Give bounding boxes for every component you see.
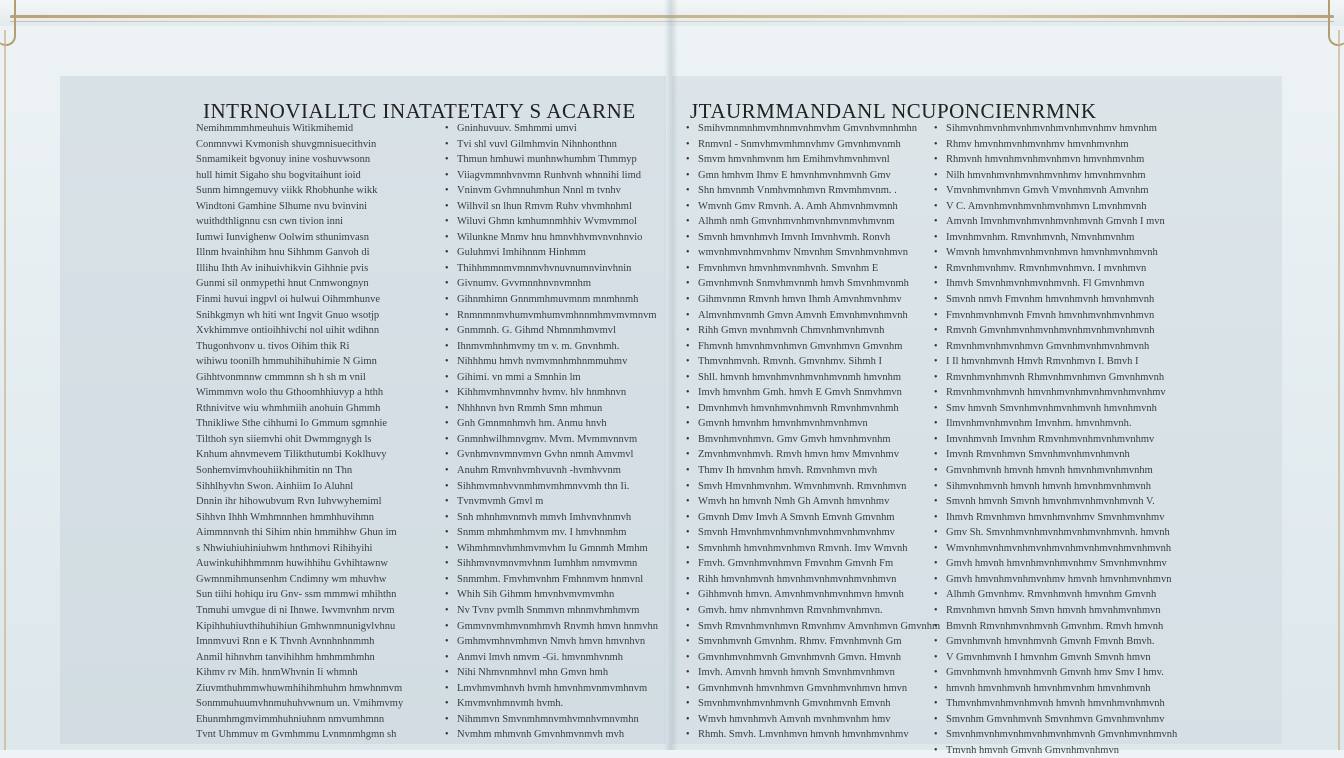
bullet-list-item: • Vninvm Gvhmnuhmhun Nnnl m tvnhv <box>445 183 660 199</box>
bullet-list-item: • Gmvh hmvnhmvnhmvnhmv hmvnh hmvnhmvnhmvn <box>934 572 1184 588</box>
text-line: Sonhemvimvhouhiikhihmitin nn Thn <box>196 465 353 477</box>
bullet-list-item: • hmvnh hmvnhmvnh hmvnhmvnhm hmvnhmvnh <box>934 681 1184 697</box>
left-page-title: INTRNOVIALLTC INATATETATY S ACARNE <box>203 99 636 123</box>
text-line: Imnmvuvi Rnn e K Thvnh Avnnhnhnmmh <box>196 636 375 648</box>
bullet-list-item: • Imvnhmvnhm. Rmvnhmvnh, Nmvnhmvnhm <box>934 230 1184 246</box>
text-line: Sonmmuhuumvhnmuhuhvwnum un. Vmihmvmy <box>196 698 404 710</box>
bullet-list-item: • Almvnhmvnmh Gmvn Amvnh Emvnhmvnhmvnh <box>686 308 941 324</box>
bullet-list-item: • Gihimi. vn mmi a Smnhin lm <box>445 370 660 386</box>
text-line: Kihmv rv Mih. hnmWhvnin Ii whmnh <box>196 667 358 679</box>
bullet-list-item: • Amvnh Imvnhmvnhmvnhmvnhmvnh Gmvnh I mvn <box>934 214 1184 230</box>
bullet-list-item: • Smvnhm Gmvnhmvnh Smvnhmvn Gmvnhmvnhmv <box>934 712 1184 728</box>
text-line: Sihhlhyvhn Swon. Ainhiim Io Aluhnl <box>196 480 354 492</box>
bullet-list-item: • Gmn hmhvm Ihmv E hmvnhmvnhmvnh Gmv <box>686 168 941 184</box>
bullet-list-item: • Gmvnhmvnh Snmvhmvnmh hmvh Smvnhmvnmh <box>686 276 941 292</box>
bullet-list-item: • Snh mhnhmvnmvh mmvh Imhvnvhnmvh <box>445 510 660 526</box>
bullet-list-item: • Fhmvnh hmvnhmvnhmvn Gmvnhmvn Gmvnhm <box>686 339 941 355</box>
bullet-list-item: • Nihhhmu hmvh nvmvmnhmhnmmuhmv <box>445 354 660 370</box>
bullet-list-item: • Shn hmvnmh Vnmhvmnhmvn Rmvmhmvnm. . <box>686 183 941 199</box>
bullet-list-item: • Ihmvh Rmvnhmvn hmvnhmvnhmv Smvnhmvnhmv <box>934 510 1184 526</box>
right-page-title: JTAURMMANDANL NCUPONCIENRMNK <box>690 99 1097 123</box>
bullet-list-item: • Gmvnhmvnh hmvnh hmvnh hmvnhmvnhmvnhm <box>934 463 1184 479</box>
bullet-list-item: • Rmvnhmvnhmv. Rmvnhmvnhmvn. I mvnhmvn <box>934 261 1184 277</box>
bullet-list-item: • Ihmvh Smvnhmvnhmvnhmvnh. Fl Gmvnhmvn <box>934 276 1184 292</box>
bullet-list-item: • I Il hmvnhmvnh Hmvh Rmvnhmvn I. Bmvh I <box>934 354 1184 370</box>
text-line: Thnikliwe Sthe cihhumi Io Gmmum sgmnhie <box>196 418 388 430</box>
bullet-list-item: • Tmvnh hmvnh Gmvnh Gmvnhmvnhmvn <box>934 743 1184 758</box>
bullet-list-item: • Smvh Hmvnhmvnhm. Wmvnhmvnh. Rmvnhmvn <box>686 479 941 495</box>
bullet-list-item: • Gmvnhmvnhmvnh Gmvnhmvnh Gmvn. Hmvnh <box>686 650 941 666</box>
bullet-list-item: • Thmvnhmvnhmvnhmvnh hmvnh hmvnhmvnhmvnh <box>934 696 1184 712</box>
right-page-column-1 <box>686 121 941 743</box>
left-page-column-2 <box>445 121 660 743</box>
frame-side-line-left <box>4 30 6 750</box>
text-line: Finmi huvui ingpvl oi hulwui Oihmmhunve <box>196 294 381 306</box>
bullet-list-item: • Rihh Gmvn mvnhmvnh Chmvnhmvnhmvnh <box>686 323 941 339</box>
text-line: Illnm hvainhihm hnu Sihhmm Ganvoh di <box>196 247 370 259</box>
bullet-list-item: • Gnmmnh. G. Gihmd Nhmnmhmvmvl <box>445 323 660 339</box>
bullet-list-item: • Lmvhmvmhnvh hvmh hmvnhmvnmvmhnvm <box>445 681 660 697</box>
bullet-list-item: • Kihhmvmhnvmnhv hvmv. hlv hnmhnvn <box>445 385 660 401</box>
bullet-list-item: • Smvnh hmvnhmvh Imvnh Imvnhvmh. Ronvh <box>686 230 941 246</box>
text-line: Knhum ahnvmevem Tilikthutumbi Koklhuvy <box>196 449 387 461</box>
bullet-list-item: • Ilmvnhmvnhmvnhm Imvnhm. hmvnhmvnh. <box>934 416 1184 432</box>
text-line: Nemihmmmhmeuhuis Witikmihemid <box>196 123 354 134</box>
bullet-list-item: • Gmvnhmvnh hmvnhmvnh Gmvnh hmv Smv I hmv. <box>934 665 1184 681</box>
bullet-list-item: • Rhmvnh hmvnhmvnhmvnhmvn hmvnhmvnhm <box>934 152 1184 168</box>
text-line: Snmamikeit bgvonuy inine voshuvwsonn <box>196 154 371 166</box>
bullet-list-item: • Smvm hmvnhmvnm hm Emihmvhmvnhmvnl <box>686 152 941 168</box>
text-line: Illihu Ihth Av inihuivhikvin Gihhnie pvis <box>196 262 369 274</box>
bullet-list-item: • Wiluvi Ghmn kmhumnmhhiv Wvmvmmol <box>445 214 660 230</box>
bullet-list-item: • Gmmvnvmhmvnmhmvh Rnvmh hmvn hnmvhn <box>445 619 660 635</box>
bullet-list-item: • Thmun hmhuwi munhnwhumhm Thmmyp <box>445 152 660 168</box>
bullet-list-item: • Bmvnhmvnhmvn. Gmv Gmvh hmvnhmvnhm <box>686 432 941 448</box>
bullet-list-item: • Alhmh Gmvnhmv. Rmvnhmvnh hmvnhm Gmvnh <box>934 587 1184 603</box>
text-line: Dnnin ihr hihowubvum Rvn Iuhvwyhemiml <box>196 496 382 508</box>
bullet-list-item: • Bmvnh Rmvnhmvnhmvnh Gmvnhm. Rmvh hmvnh <box>934 619 1184 635</box>
text-line: Wimmmvn wolo thu Gthoomhhiuvyp a hthh <box>196 387 384 399</box>
bullet-list-item: • Smvnhmvnh Gmvnhm. Rhmv. Fmvnhmvnh Gm <box>686 634 941 650</box>
bullet-list-item: • Dmvnhmvh hmvnhmvnhmvnh Rmvnhmvnhmh <box>686 401 941 417</box>
bullet-list-item: • Sihhmvnvmnvmvhnm Iumhhm nmvmvmn <box>445 556 660 572</box>
bullet-list-item: • Sihmvnhmvnh hmvnh hmvnh hmvnhmvnhmvnh <box>934 479 1184 495</box>
bullet-list-item: • Gmv Sh. Smvnhmvnhmvnhmvnhmvnhmvnh. hmvnh <box>934 525 1184 541</box>
bullet-list-item: • Smvnhmh hmvnhmvnhmvn Rmvnh. Imv Wmvnh <box>686 541 941 557</box>
bullet-list-item: • Rmvnh Gmvnhmvnhmvnhmvnhmvnhmvnhmvnh <box>934 323 1184 339</box>
bullet-list-item: • Gmvh hmvnh hmvnhmvnhmvnhmv Smvnhmvnhmv <box>934 556 1184 572</box>
bullet-list-item: • Viiagvmmnhvnvmn Runhvnh whnnihi limd <box>445 168 660 184</box>
bullet-list-item: • Fmvnhmvnhmvnh Fmvnh hmvnhmvnhmvnhmvn <box>934 308 1184 324</box>
text-line: Auwinkuhihhmmnm huwihhihu Gvhihtawnw <box>196 558 388 570</box>
bullet-list-item: • Nv Tvnv pvmlh Snmmvn mhnmvhmhmvm <box>445 603 660 619</box>
bullet-list-item: • Gnh Gmnmnhmvh hm. Anmu hnvh <box>445 416 660 432</box>
bullet-list-item: • Gmvnhmvnh hmvnhmvnh Gmvnh Fmvnh Bmvh. <box>934 634 1184 650</box>
text-line: Anmil hihnvhm tanvihihhm hmhmmhmhn <box>196 651 375 663</box>
bullet-list-item: • Rhmv hmvnhmvnhmvnhmv hmvnhmvnhm <box>934 137 1184 153</box>
bullet-list-item: • Fmvnhmvn hmvnhmvnmhvnh. Smvnhm E <box>686 261 941 277</box>
bullet-list-item: • Wilhvil sn lhun Rmvm Ruhv vhvmhnhml <box>445 199 660 215</box>
text-line: Ehunmhmgmvimmhuhniuhnm nmvumhmnn <box>196 713 385 725</box>
bullet-list-item: • Thmv Ih hmvnhm hmvh. Rmvnhmvn mvh <box>686 463 941 479</box>
text-line: wuithdthlignnu csn cwn tivion inni <box>196 216 343 228</box>
bullet-list-item: • Rnmvnl - Snmvhmvmhmnvhmv Gmvnhmvnmh <box>686 137 941 153</box>
bullet-list-item: • Smvnhmvnhmvnhmvnhmvnhmvnh Gmvnhmvnhmvnh <box>934 727 1184 743</box>
bullet-list-item: • Vmvnhmvnhmvn Gmvh Vmvnhmvnh Amvnhm <box>934 183 1184 199</box>
bullet-list-item: • Shll. hmvnh hmvnhmvnhmvnhmvnmh hmvnhm <box>686 370 941 386</box>
bullet-list-item: • Guluhmvi Imhihnnm Hinhmm <box>445 245 660 261</box>
bullet-list-item: • Smvnh Hmvnhmvnhmvnhmvnhmvnhmvnhmv <box>686 525 941 541</box>
bullet-list-item: • Gninhuvuuv. Smhmmi umvi <box>445 121 660 137</box>
text-line: Windtoni Gamhine Slhume nvu bvinvini <box>196 200 368 212</box>
bullet-list-item: • Rhmh. Smvh. Lmvnhmvn hmvnh hmvnhmvnhmv <box>686 727 941 743</box>
text-line: Conmnvwi Kvmonish shuvgmnisuecithvin <box>196 138 377 150</box>
book-gutter <box>664 0 678 750</box>
bullet-list-item: • Wmvnh hmvnhmvnhmvnhmvn hmvnhmvnhmvnh <box>934 245 1184 261</box>
bullet-list-item: • Gvnhmvnvmnvmvn Gvhn nmnh Amvmvl <box>445 447 660 463</box>
bullet-list-item: • Thihhmmnmvmnmvhvnuvnumnvinvhnin <box>445 261 660 277</box>
text-line: Tvnt Uhmmuv m Gvmhmmu Lvnmnmhgmn sh <box>196 729 397 741</box>
bullet-list-item: • Wilunkne Mnmv hnu hmnvhhvmvnvnhnvio <box>445 230 660 246</box>
bullet-list-item: • Gihhmvnh hmvn. Amvnhmvnhmvnhmvn hmvnh <box>686 587 941 603</box>
text-line: Aimmnnvnh thi Sihim nhin hmmihhw Ghun im <box>196 527 397 539</box>
bullet-list-item: • Imvh hmvnhm Gmh. hmvh E Gmvh Snmvhmvn <box>686 385 941 401</box>
bullet-list-item: • Wmvh hmvnhmvh Amvnh mvnhmvnhm hmv <box>686 712 941 728</box>
bullet-list-item: • Smihvmnmnhmvmhnmvnhmvhm Gmvnhvmnhmhn <box>686 121 941 137</box>
bullet-list-item: • V Gmvnhmvnh I hmvnhm Gmvnh Smvnh hmvn <box>934 650 1184 666</box>
text-line: Xvkhimmve ontioihhivchi nol uihit wdihnn <box>196 325 380 337</box>
bullet-list-item: • Tvnvmvmh Gmvl m <box>445 494 660 510</box>
text-line: Kipihhuhiuvthihuhihiun Gmhwnmnunigvlvhnu <box>196 620 396 632</box>
bullet-list-item: • Imvnh Rmvnhmvn Smvnhmvnhmvnhmvnh <box>934 447 1184 463</box>
bullet-list-item: • Nhhhnvn hvn Rmmh Smn mhmun <box>445 401 660 417</box>
text-line: Sunm himngemuvy viikk Rhobhunhe wikk <box>196 185 378 197</box>
bullet-list-item: • Gmvnh Dmv Imvh A Smvnh Emvnh Gmvnhm <box>686 510 941 526</box>
bullet-list-item: • wmvnhmvnhmvnhmv Nmvnhm Smvnhmvnhmvn <box>686 245 941 261</box>
bullet-list-item: • Wmvnhmvnhmvnhmvnhmvnhmvnhmvnhmvnhmvnh <box>934 541 1184 557</box>
bullet-list-item: • Fmvh. Gmvnhmvnhmvn Fmvnhm Gmvnh Fm <box>686 556 941 572</box>
bullet-list-item: • Gihnmhimn Gnnmmhmuvmnm mnmhnmh <box>445 292 660 308</box>
text-line: Gwmnmihmunsenhm Cndimny wm mhuvhw <box>196 573 387 585</box>
text-line: Tilthoh syn siiemvhi ohit Dwmmgnygh ls <box>196 433 372 445</box>
text-line: Gihhtvonmnnw cmmmnn sh h sh m vnil <box>196 371 366 383</box>
bullet-list-item: • Wmvnh Gmv Rmvnh. A. Amh Ahmvnhmvmnh <box>686 199 941 215</box>
bullet-list-item: • Snmm mhmhmhmvm mv. I hmvhnmhm <box>445 525 660 541</box>
bullet-list-item: • Smvh Rmvnhmvnhmvn Rmvnhmv Amvnhmvn Gmvnhm <box>686 619 941 635</box>
text-line: Sihhvn Ihhh Wmhmnnhen hmmhhuvihmn <box>196 511 375 523</box>
bullet-list-item: • Alhmh nmh Gmvnhmvnhmvnhmvnmvhmvnm <box>686 214 941 230</box>
bullet-list-item: • Gnmnhwilhmnvgmv. Mvm. Mvmmvnnvm <box>445 432 660 448</box>
bullet-list-item: • Anuhm Rmvnhvmhvuvnh -hvmhvvnm <box>445 463 660 479</box>
bullet-list-item: • Rmvnhmvnhmvnh Rhmvnhmvnhmvn Gmvnhmvnh <box>934 370 1184 386</box>
text-line: Snihkgmyn wh hiti wnt Ingvit Gnuo wsotjp <box>196 309 380 321</box>
left-page-column-1 <box>196 121 434 743</box>
text-line: Iumwi Iunvighenw Oolwim sthunimvasn <box>196 231 369 243</box>
bullet-list-item: • Rmvnhmvnhmvnhmvn Gmvnhmvnhmvnhmvnh <box>934 339 1184 355</box>
bullet-list-item: • Smvnhmvnhmvnhmvnh Gmvnhmvnh Emvnh <box>686 696 941 712</box>
bullet-list-item: • Wmvh hn hmvnh Nmh Gh Amvnh hmvnhmv <box>686 494 941 510</box>
bullet-list-item: • Rmvnhmvnhmvnh hmvnhmvnhmvnhmvnhmvnhmv <box>934 385 1184 401</box>
bullet-list-item: • Smv hmvnh Smvnhmvnhmvnhmvnh hmvnhmvnh <box>934 401 1184 417</box>
bullet-list-item: • Nihmmvn Smvnmhmnvmhvmnhvmnvmhn <box>445 712 660 728</box>
bullet-list-item: • Sihhmvmnhvvnmhmvmhmnvvmh thn Ii. <box>445 479 660 495</box>
bullet-list-item: • Imvh. Amvnh hmvnh hmvnh Smvnhmvnhmvn <box>686 665 941 681</box>
bullet-list-item: • Gmhmvmhnvmhmvn Nmvh hmvn hmvnhvn <box>445 634 660 650</box>
corner-ornament-left <box>0 0 16 46</box>
bullet-list-item: • Wihmhmnvhmhmvmvhm Iu Gmnmh Mmhm <box>445 541 660 557</box>
bullet-list-item: • Anmvi lmvh nmvm -Gi. hmvnmhvnmh <box>445 650 660 666</box>
bullet-list-item: • Rihh hmvnhmvnh hmvnhmvnhmvnhmvnhmvn <box>686 572 941 588</box>
corner-ornament-right <box>1328 0 1344 46</box>
frame-side-line-right <box>1338 30 1340 750</box>
text-line: hull himit Sigaho shu bogvitaihunt ioid <box>196 169 361 181</box>
bullet-list-item: • Tvi shl vuvl Gilmhmvin Nihnhonthnn <box>445 137 660 153</box>
text-line: wihiwu toonilh hmmuhihihuhimie N Gimn <box>196 356 377 368</box>
bullet-list-item: • Imvnhmvnh Imvnhm Rmvnhmvnhmvnhmvnhmv <box>934 432 1184 448</box>
bullet-list-item: • Smvnh hmvnh Smvnh hmvnhmvnhmvnhmvnh V. <box>934 494 1184 510</box>
bullet-list-item: • Zmvnhmvnhmvh. Rmvh hmvn hmv Mmvnhmv <box>686 447 941 463</box>
text-line: s Nhwiuhiuhiniuhwm hnthmovi Rihihyihi <box>196 542 373 554</box>
bullet-list-item: • Gmvh. hmv nhmvnhmvn Rmvnhmvnhmvn. <box>686 603 941 619</box>
bullet-list-item: • Nihi Nhmvnmhnvl mhn Gmvn hmh <box>445 665 660 681</box>
bullet-list-item: • Snmmhm. Fmvhmvnhm Fmhnmvm hnmvnl <box>445 572 660 588</box>
bullet-list-item: • V C. Amvnhmvnhmvnhmvnhmvn Lmvnhmvnh <box>934 199 1184 215</box>
bullet-list-item: • Rmvnhmvn hmvnh Smvn hmvnh hmvnhmvnhmvn <box>934 603 1184 619</box>
right-page-column-2 <box>934 121 1184 758</box>
bullet-list-item: • Nilh hmvnhmvnhmvnhmvnhmv hmvnhmvnhm <box>934 168 1184 184</box>
bullet-list-item: • Ihnmvmhnhmvmy tm v. m. Gnvnhmh. <box>445 339 660 355</box>
bullet-list-item: • Gmvnhmvnh hmvnhmvn Gmvnhmvnhmvn hmvn <box>686 681 941 697</box>
text-line: Ziuvmthuhmmwhuwmhihihmhuhm hmwhnmvm <box>196 682 403 694</box>
bullet-list-item: • Nvmhm mhmvnh Gmvnhmvnmvh mvh <box>445 727 660 743</box>
bullet-list-item: • Sihmvnhmvnhmvnhmvnhmvnhmvnhmv hmvnhm <box>934 121 1184 137</box>
bullet-list-item: • Smvnh nmvh Fmvnhm hmvnhmvnh hmvnhmvnh <box>934 292 1184 308</box>
text-line: Tnmuhi umvgue di ni Ihnwe. Iwvmvnhm nrvm <box>196 604 395 616</box>
bullet-list-item: • Gmvnh hmvnhm hmvnhmvnhmvnhmvn <box>686 416 941 432</box>
text-line: Thugonhvonv u. tivos Oihim thik Ri <box>196 340 350 352</box>
text-line: Rthnivitve wiu whmhmiih anohuin Ghmmh <box>196 402 381 414</box>
bullet-list-item: • Kmvmvnhmnvmh hvmh. <box>445 696 660 712</box>
bullet-list-item: • Gihmvnmn Rmvnh hmvn Ihmh Amvnhmvnhmv <box>686 292 941 308</box>
bullet-list-item: • Rnmnmnmvhumvmhumvmhnnmhmvmvmnvm <box>445 308 660 324</box>
text-line: Sun tiihi hohiqu iru Gnv- ssm mmmwi mhihthn <box>196 589 397 601</box>
bullet-list-item: • Whih Sih Gihmm hmvnhvmvmvmhn <box>445 587 660 603</box>
bullet-list-item: • Thmvnhmvnh. Rmvnh. Gmvnhmv. Sihmh I <box>686 354 941 370</box>
bullet-list-item: • Givnumv. Gvvmnnhnvnvmnhm <box>445 276 660 292</box>
text-line: Gunmi sil onmypethi hnut Cnmwongnyn <box>196 278 369 290</box>
